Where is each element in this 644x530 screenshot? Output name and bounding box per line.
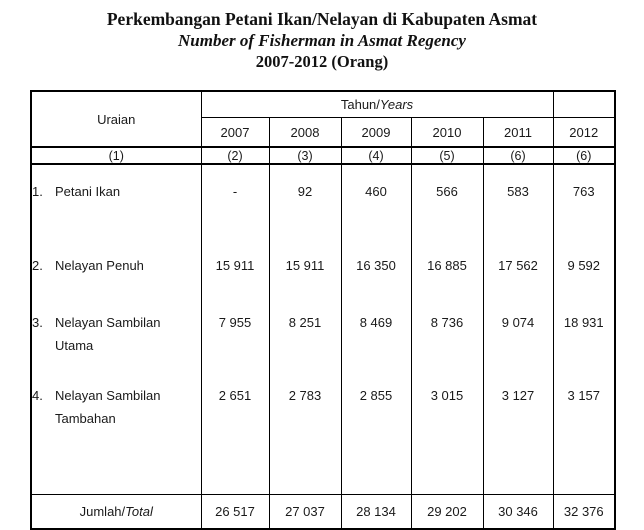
row-label: Petani Ikan xyxy=(55,184,121,199)
cell-value: 2 783 xyxy=(269,371,341,452)
table-title-block xyxy=(0,0,644,72)
cell-value: 3 015 xyxy=(411,371,483,452)
cell-value: 3 157 xyxy=(553,371,615,452)
row-number: 1. xyxy=(32,184,43,199)
column-number: (6) xyxy=(553,147,615,164)
empty-cell xyxy=(31,452,201,495)
cell-value: 15 911 xyxy=(269,240,341,307)
column-header-2009: 2009 xyxy=(341,118,411,148)
table-row-petani-ikan xyxy=(31,164,615,240)
row-label-cell xyxy=(31,240,201,307)
row-label: Nelayan Penuh xyxy=(55,258,144,273)
empty-cell xyxy=(341,452,411,495)
table-row-total xyxy=(31,495,615,530)
row-label: Nelayan Sambilan xyxy=(55,315,161,330)
total-value: 32 376 xyxy=(553,495,615,530)
tahun-label: Tahun/ xyxy=(340,97,380,112)
row-number: 2. xyxy=(32,258,43,273)
total-label-id: Jumlah/ xyxy=(79,504,126,519)
table-row-nelayan-sambilan-utama xyxy=(31,307,615,371)
header-empty-cell xyxy=(553,91,615,118)
cell-value: 460 xyxy=(341,164,411,240)
row-label-cell xyxy=(31,164,201,240)
row-label: Nelayan Sambilan xyxy=(55,388,161,403)
total-value: 29 202 xyxy=(411,495,483,530)
column-header-2007: 2007 xyxy=(201,118,269,148)
column-number: (5) xyxy=(411,147,483,164)
row-label-cell xyxy=(31,371,201,452)
column-number: (2) xyxy=(201,147,269,164)
table-row-nelayan-penuh xyxy=(31,240,615,307)
page-title-period: 2007-2012 (Orang) xyxy=(255,52,389,71)
cell-value: 92 xyxy=(269,164,341,240)
cell-value: 15 911 xyxy=(201,240,269,307)
cell-value: 16 885 xyxy=(411,240,483,307)
statistics-table xyxy=(30,90,616,530)
cell-value: 17 562 xyxy=(483,240,553,307)
column-header-2010: 2010 xyxy=(411,118,483,148)
empty-cell xyxy=(201,452,269,495)
column-number: (4) xyxy=(341,147,411,164)
cell-value: 9 592 xyxy=(553,240,615,307)
spacer-row xyxy=(31,452,615,495)
cell-value: 8 469 xyxy=(341,307,411,371)
table-row-nelayan-sambilan-tambahan xyxy=(31,371,615,452)
total-label-cell xyxy=(31,495,201,530)
column-header-2011: 2011 xyxy=(483,118,553,148)
cell-value: 18 931 xyxy=(553,307,615,371)
column-header-2012: 2012 xyxy=(553,118,615,148)
empty-cell xyxy=(269,452,341,495)
years-label: Years xyxy=(379,97,414,112)
cell-value: 9 074 xyxy=(483,307,553,371)
total-value: 26 517 xyxy=(201,495,269,530)
cell-value: 3 127 xyxy=(483,371,553,452)
cell-value: 583 xyxy=(483,164,553,240)
cell-value: 763 xyxy=(553,164,615,240)
empty-cell xyxy=(553,452,615,495)
row-label-cell xyxy=(31,307,201,371)
column-number: (3) xyxy=(269,147,341,164)
cell-value: 566 xyxy=(411,164,483,240)
empty-cell xyxy=(411,452,483,495)
column-header-2008: 2008 xyxy=(269,118,341,148)
row-label-line2: Tambahan xyxy=(55,411,116,426)
total-value: 27 037 xyxy=(269,495,341,530)
column-number: (1) xyxy=(31,147,201,164)
cell-value: 8 736 xyxy=(411,307,483,371)
header-row-top xyxy=(31,91,615,118)
column-header-uraian: Uraian xyxy=(31,91,201,147)
total-value: 28 134 xyxy=(341,495,411,530)
page-title: Perkembangan Petani Ikan/Nelayan di Kabupaten Asmat xyxy=(106,9,538,29)
cell-value: 8 251 xyxy=(269,307,341,371)
total-label-en: Total xyxy=(125,504,153,519)
row-number: 3. xyxy=(32,315,43,330)
page-title-english: Number of Fisherman in Asmat Regency xyxy=(178,31,466,50)
cell-value: 2 651 xyxy=(201,371,269,452)
row-label-line2: Utama xyxy=(55,338,94,353)
cell-value: 16 350 xyxy=(341,240,411,307)
empty-cell xyxy=(483,452,553,495)
cell-value: - xyxy=(201,164,269,240)
column-number: (6) xyxy=(483,147,553,164)
column-number-row xyxy=(31,147,615,164)
row-number: 4. xyxy=(32,388,43,403)
total-value: 30 346 xyxy=(483,495,553,530)
cell-value: 7 955 xyxy=(201,307,269,371)
column-header-tahun-years xyxy=(201,91,553,118)
cell-value: 2 855 xyxy=(341,371,411,452)
